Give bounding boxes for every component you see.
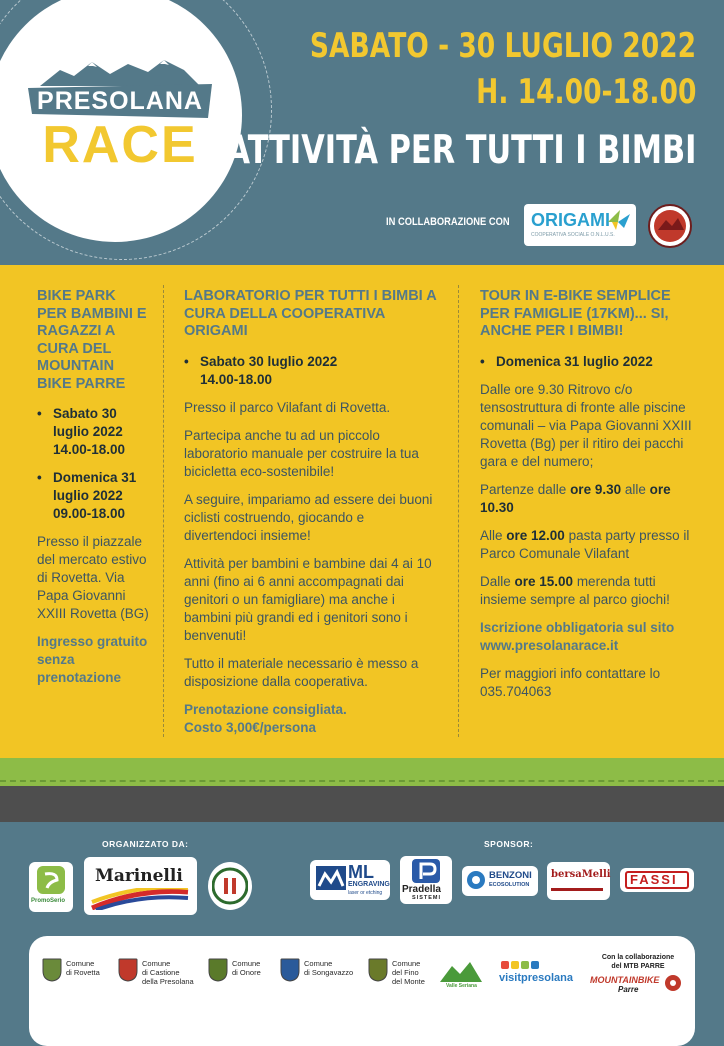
comune-onore [232, 959, 261, 977]
ebike-tour-p2 [480, 481, 692, 517]
laboratorio-p3: A seguire, impariamo ad essere dei buoni ciclisti costruendo, giocando e divertendoci insieme! [184, 491, 433, 543]
page-title: ATTIVITÀ PER TUTTI I BIMBI [226, 128, 696, 173]
comune-line: di Songavazzo [304, 968, 354, 977]
laboratorio-note-line2: Costo 3,00€/persona [184, 719, 317, 735]
mtb-collab-text: Con la collaborazione del MTB PARRE [601, 954, 675, 970]
visitpresolana-text: visitpresolana [499, 972, 573, 984]
logo-presolana-text: PRESOLANA [37, 87, 203, 115]
origami-logo-subtext: COOPERATIVA SOCIALE O.N.L.U.S. [531, 232, 615, 238]
time-highlight: ore 10.30 [480, 481, 671, 515]
text: merenda tutti insieme sempre al parco giochi! [480, 573, 670, 607]
time-highlight: ore 12.00 [506, 527, 565, 543]
comune-castione [142, 959, 194, 986]
bike-park-note: Ingresso gratuito senza prenotazione [37, 634, 148, 685]
bullet-time: 14.00-18.00 [200, 371, 273, 387]
text: pasta party presso il Parco Comunale Vilafant [480, 527, 690, 561]
bike-park-date-2 [37, 469, 149, 523]
mtb-parre-badge [648, 204, 692, 248]
club-crest-icon [212, 866, 248, 906]
promoserio-icon [37, 866, 65, 894]
bullet-time: 14.00-18.00 [53, 442, 126, 457]
marinelli-stripes-icon [90, 888, 190, 910]
comune-line: di Onore [232, 968, 261, 977]
mtb-parre-badge-icon [650, 206, 690, 246]
text: Dalle [480, 573, 515, 589]
pradella-icon [412, 859, 440, 883]
bike-park-place: Presso il piazzale del mercato estivo di Rovetta. Via Papa Giovanni XXIII Rovetta (BG) [37, 534, 149, 621]
rovetta-crest-icon [42, 958, 62, 982]
onore-crest-icon [208, 958, 228, 982]
ml-engraving-tag: laser or etching [348, 890, 383, 896]
text: Partenze dalle [480, 481, 571, 497]
fino-crest-icon [368, 958, 388, 982]
ml-engraving-icon [316, 866, 346, 890]
valle-seriana-text: Valle Seriana [446, 983, 477, 989]
ebike-tour-heading: TOUR IN E-BIKE SEMPLICE PER FAMIGLIE (17KM)... SI, ANCHE PER I BIMBI! [480, 288, 671, 339]
ebike-tour-column [480, 288, 692, 711]
comune-line: Comune [304, 959, 333, 968]
valle-seriana-icon [440, 960, 482, 982]
laboratorio-p4: Attività per bambini e bambine dai 4 ai 10 anni (fino ai 6 anni accompagnati dai genitori o un famigliare) ma anche i bambini più grandi ed i genitori sono i benvenuti! [184, 555, 432, 643]
grass-dash-line [0, 780, 724, 782]
laboratorio-heading: LABORATORIO PER TUTTI I BIMBI A CURA DELLA COOPERATIVA ORIGAMI [184, 288, 437, 339]
comune-line: Comune [232, 959, 261, 968]
ebike-tour-date: • Domenica 31 luglio 2022 [480, 353, 692, 371]
event-date: SABATO - 30 LUGLIO 2022 [309, 26, 696, 66]
castione-crest-icon [118, 958, 138, 982]
ml-engraving-sub: ENGRAVING [348, 881, 390, 888]
comune-line: del Fino [392, 968, 419, 977]
bullet-date: Domenica 31 luglio 2022 [53, 470, 137, 503]
benzoni-sub: ECOSOLUTION [489, 882, 530, 888]
pradella-sub: SISTEMI [412, 895, 442, 901]
marinelli-text: Marinelli [95, 866, 183, 886]
laboratorio-note [184, 701, 440, 737]
origami-logo-text: ORIGAMI [531, 210, 610, 230]
comune-line: del Monte [392, 977, 425, 986]
bullet-date: Sabato 30 luglio 2022 [53, 406, 123, 439]
bike-park-heading: BIKE PARK PER BAMBINI E RAGAZZI A CURA DEL MOUNTAIN BIKE PARRE [37, 288, 147, 392]
comune-line: della Presolana [142, 977, 194, 986]
text: alle [621, 481, 650, 497]
bullet-date: Sabato 30 luglio 2022 [200, 353, 338, 369]
ebike-tour-contact: Per maggiori info contattare lo 035.704063 [480, 665, 661, 699]
ebike-tour-registration [480, 619, 692, 655]
comune-fino [392, 959, 425, 986]
road-strip [0, 786, 724, 822]
registration-text: Iscrizione obbligatoria sul sito [480, 619, 675, 635]
bullet-time: 09.00-18.00 [53, 506, 126, 521]
comune-rovetta [66, 959, 100, 977]
logo-race-text: RACE [42, 116, 198, 174]
bersamelli-text: bersaMelli [551, 869, 611, 880]
event-time: H. 14.00-18.00 [475, 72, 696, 112]
column-divider [163, 285, 164, 737]
songavazzo-crest-icon [280, 958, 300, 982]
laboratorio-column [184, 288, 440, 747]
mtb-logo-text: MOUNTAINBIKE [590, 975, 660, 985]
bersamelli-logo [547, 862, 610, 900]
benzoni-text: BENZONI [489, 870, 532, 881]
ml-engraving-text: ML [348, 862, 374, 882]
comune-line: di Rovetta [66, 968, 100, 977]
visitpresolana-dots-icon [501, 961, 541, 971]
ebike-tour-p3 [480, 527, 692, 563]
bike-park-date-1 [37, 405, 149, 459]
laboratorio-date [184, 353, 440, 389]
text: Alle [480, 527, 507, 543]
laboratorio-note-line1: Prenotazione consigliata. [184, 701, 347, 717]
time-highlight: ore 15.00 [514, 573, 574, 589]
ebike-tour-p4 [480, 573, 692, 609]
comune-line: Comune [66, 959, 95, 968]
promoserio-text: PromoSerio [31, 898, 66, 904]
mtb-logo-text2: Parre [618, 985, 639, 994]
comune-line: Comune [142, 959, 171, 968]
laboratorio-p1: Presso il parco Vilafant di Rovetta. [184, 399, 391, 415]
laboratorio-p5: Tutto il materiale necessario è messo a disposizione dalla cooperativa. [184, 655, 419, 689]
fassi-text: FASSI [630, 872, 678, 887]
organized-by-label: ORGANIZZATO DA: [102, 839, 189, 849]
header [0, 0, 724, 265]
mtb-logo-icon [664, 974, 682, 992]
column-divider [458, 285, 459, 737]
comune-songavazzo [304, 959, 353, 977]
collab-label: IN COLLABORAZIONE CON [386, 216, 510, 228]
laboratorio-p2: Partecipa anche tu ad un piccolo laboratorio manuale per costruire la tua bicicletta eco-sostenibile! [184, 427, 419, 479]
comune-line: Comune [392, 959, 421, 968]
registration-link[interactable]: www.presolanarace.it [480, 637, 619, 653]
sponsor-label: SPONSOR: [484, 839, 534, 849]
origami-bird-icon [606, 208, 632, 234]
bike-park-column [37, 288, 149, 697]
comune-line: di Castione [142, 968, 180, 977]
bersamelli-underline [551, 888, 603, 891]
benzoni-icon [466, 870, 486, 890]
time-highlight: ore 9.30 [570, 481, 622, 497]
ebike-tour-p1: Dalle ore 9.30 Ritrovo c/o tensostruttura di fronte alle piscine comunali – via Papa Giovanni XXIII Rovetta (Bg) per il ritiro dei pacchi gara e del numero; [480, 381, 692, 469]
pradella-text: Pradella [402, 884, 441, 895]
